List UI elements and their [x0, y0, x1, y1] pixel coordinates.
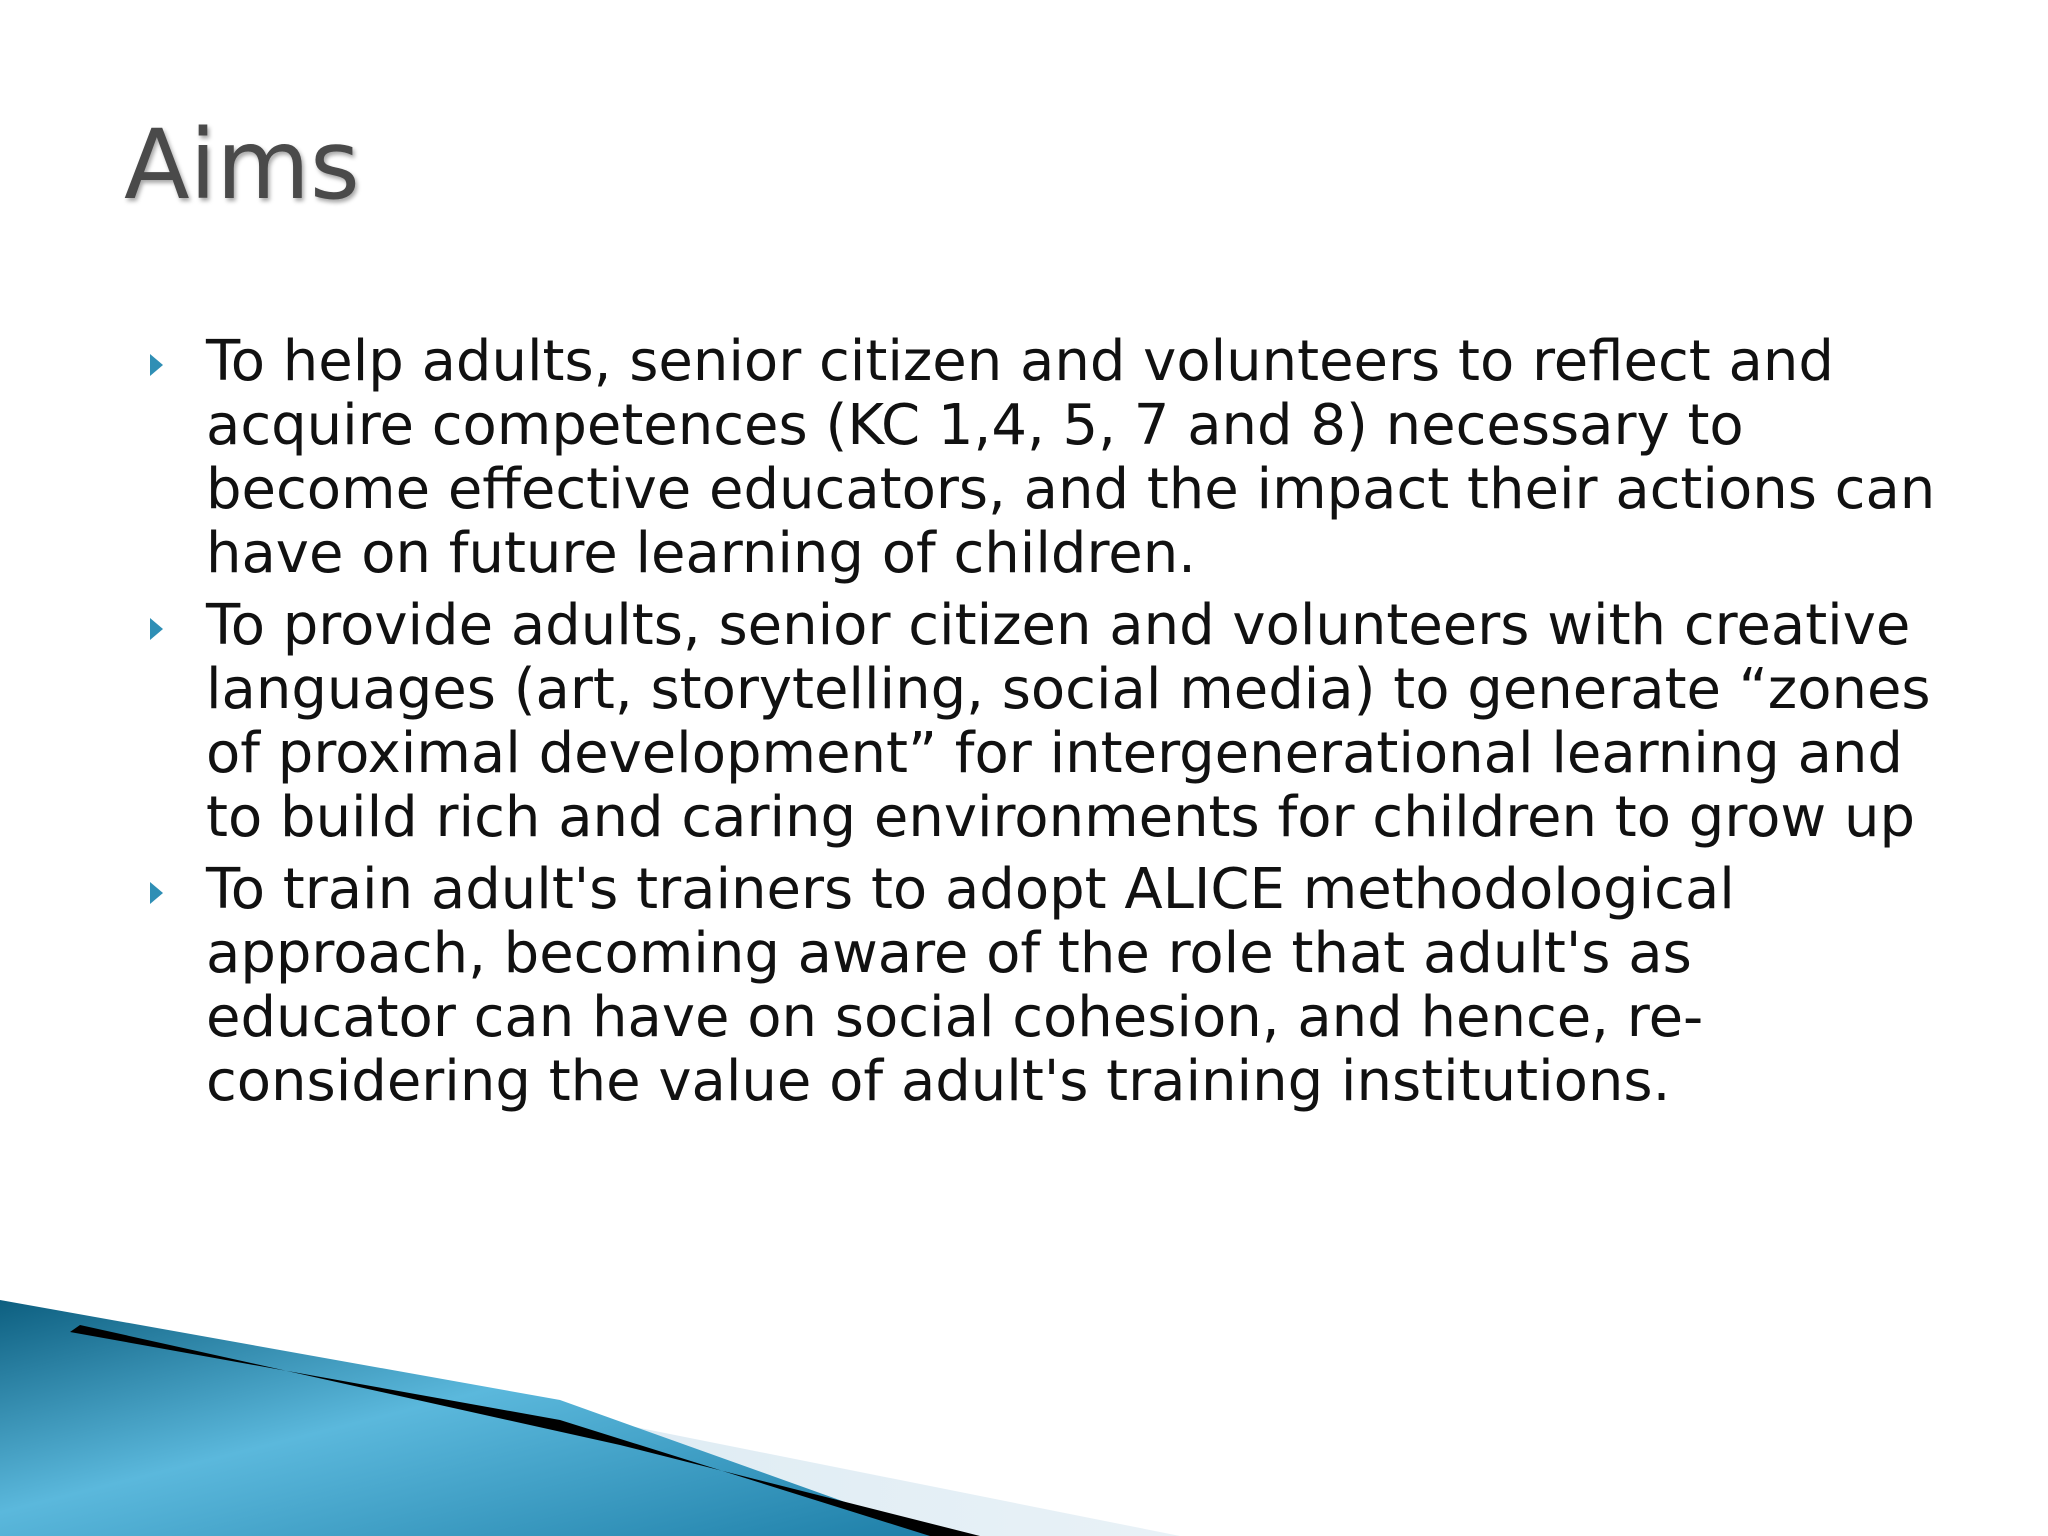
triangle-right-icon [150, 354, 163, 376]
bullet-list [150, 330, 1950, 1122]
bullet-text: To train adult's trainers to adopt ALICE methodological approach, becoming aware of the role that adult's as educator can have on social cohesion, and hence, re-considering the value of adult's training institutions. [206, 857, 1735, 1114]
bullet-item [150, 330, 1950, 586]
triangle-right-icon [150, 618, 163, 640]
slide-title: Aims [124, 109, 360, 221]
bullet-item [150, 594, 1950, 850]
triangle-right-icon [150, 882, 163, 904]
bullet-item [150, 858, 1950, 1114]
bullet-text: To provide adults, senior citizen and volunteers with creative languages (art, storytelling, social media) to generate “zones of proximal development” for intergenerational learning and to build rich and caring environments for children to grow up [206, 593, 1931, 850]
bullet-text: To help adults, senior citizen and volunteers to reflect and acquire competences (KC 1,4, 5, 7 and 8) necessary to become effective educators, and the impact their actions can have on future learning of children. [206, 329, 1936, 586]
